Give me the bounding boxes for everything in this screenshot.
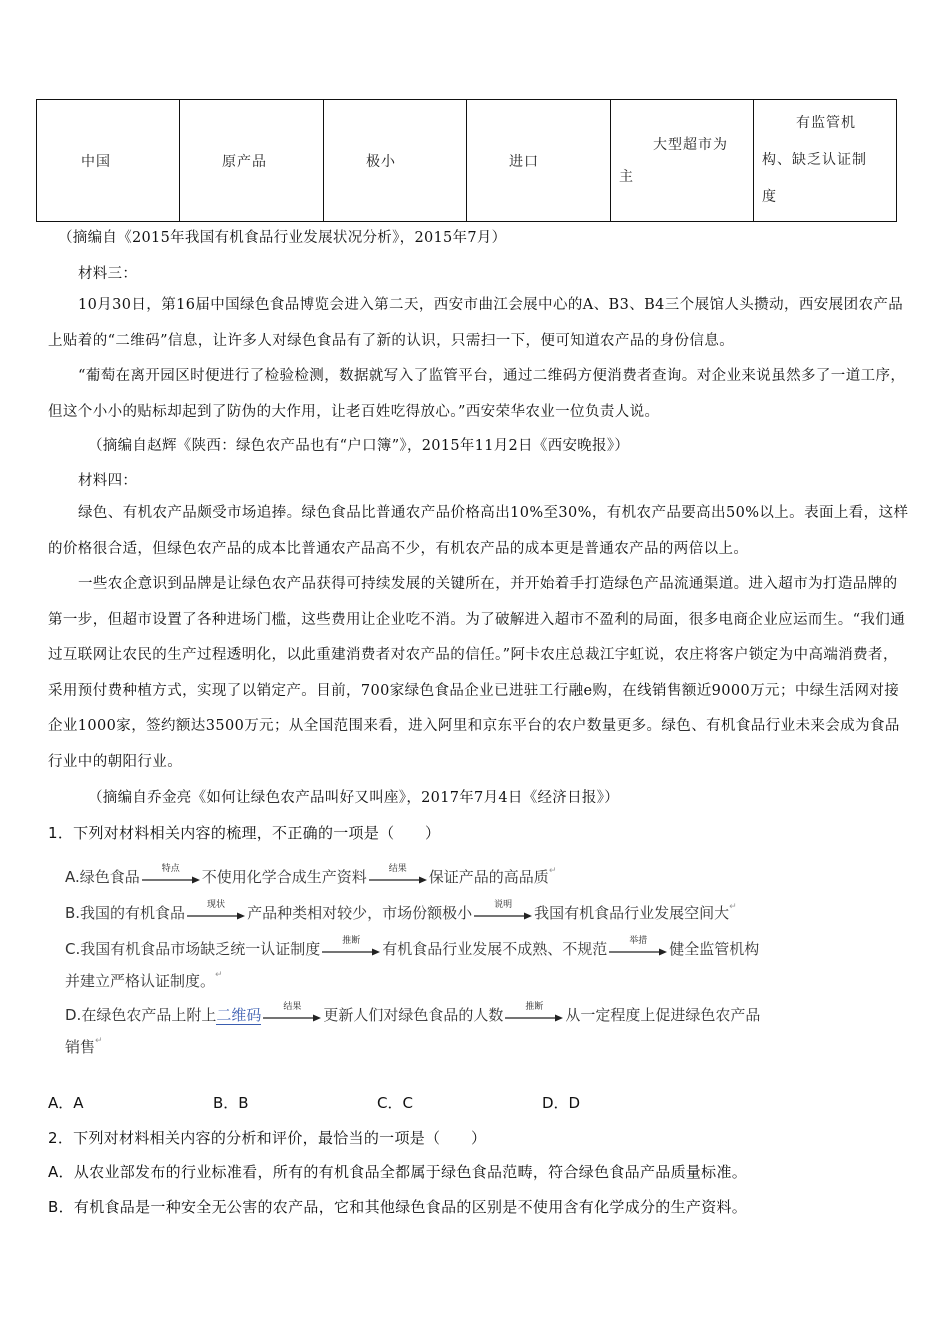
arrow-label: 特点 bbox=[161, 863, 180, 874]
option-text: C.我国有机食品市场缺乏统一认证制度 bbox=[65, 940, 321, 958]
cell-line: 有监管机 bbox=[796, 115, 856, 131]
arrow-label: 说明 bbox=[494, 899, 513, 910]
cell-line: 主 bbox=[619, 168, 634, 185]
cell-line: 度 bbox=[762, 189, 777, 205]
option-text: 保证产品的高品质 bbox=[428, 868, 549, 886]
material3-source: （摘编自赵辉《陕西：绿色农产品也有“户口簿”》，2015年11月2日《西安晚报》） bbox=[88, 438, 630, 454]
material4-paragraph-2: 一些农企意识到品牌是让绿色农产品获得可持续发展的关键所在，并开始着手打造绿色产品流通渠道。进入超市为打造品牌的第一步，但超市设置了各种进场门槛，这些费用让企业吃不消。为了破解进入超市不盈利的局面，很多电商企业应运而生。“我们通过互联网让农民的生产过程透明化，以此重建消费者对农产品的信任。”阿卡农庄总裁江宇虹说，农庄将客户锁定为中高端消费者，采用预付费种植方式，实现了以销定产。目前，700家绿色食品企业已进驻工行融e购，在线销售额近9000万元；中绿生活网对接企业1000家，签约额达3500万元；从全国范围来看，进入阿里和京东平台的农户数量更多。绿色、有机食品行业未来会成为食品行业中的朝阳行业。 bbox=[48, 576, 906, 770]
source-citation-2: （摘编自《2015年我国有机食品行业发展状况分析》，2015年7月） bbox=[58, 230, 507, 246]
arrow-label: 推断 bbox=[342, 935, 361, 946]
option-text: 从一定程度上促进绿色农产品 bbox=[565, 1006, 761, 1024]
option-text: 并建立严格认证制度。 bbox=[65, 972, 216, 990]
return-mark-icon: ↵ bbox=[548, 866, 557, 876]
q1-option-c-cont bbox=[65, 970, 223, 991]
cell-line: 构、缺乏认证制 bbox=[762, 152, 867, 168]
q1-option-c bbox=[65, 935, 760, 959]
arrow-icon bbox=[263, 1001, 321, 1025]
arrow-icon bbox=[187, 899, 245, 923]
q2-option-b[interactable]: B．有机食品是一种安全无公害的农产品，它和其他绿色食品的区别是不使用含有化学成分的生产资料。 bbox=[48, 1198, 748, 1216]
cell-line: 大型超市为 bbox=[653, 136, 728, 153]
arrow-label: 结果 bbox=[388, 863, 407, 874]
option-text: D.在绿色农产品上附上 bbox=[65, 1006, 217, 1024]
q1-answer-a[interactable]: A．A bbox=[48, 1094, 84, 1112]
material4-source: （摘编自乔金亮《如何让绿色农产品叫好又叫座》，2017年7月4日《经济日报》） bbox=[88, 790, 620, 806]
table-cell-regulation bbox=[754, 100, 897, 222]
return-mark-icon: ↵ bbox=[729, 902, 737, 912]
option-text: 销售 bbox=[65, 1038, 96, 1056]
table-cell-source: 进口 bbox=[467, 100, 611, 222]
option-text: 有机食品行业发展不成熟、不规范 bbox=[382, 940, 608, 958]
arrow-icon bbox=[609, 935, 667, 959]
arrow-icon bbox=[505, 1001, 563, 1025]
return-mark-icon: ↵ bbox=[215, 970, 223, 980]
material3-paragraph-2: “葡萄在离开园区时便进行了检验检测，数据就写入了监管平台，通过二维码方便消费者查询。对企业来说虽然多了一道工序，但这个小小的贴标却起到了防伪的大作用，让老百姓吃得放心。”西安荣华农业一位负责人说。 bbox=[48, 368, 906, 420]
arrow-label: 结果 bbox=[283, 1001, 302, 1012]
arrow-icon bbox=[322, 935, 380, 959]
arrow-icon bbox=[142, 863, 200, 887]
q2-option-a[interactable]: A．从农业部发布的行业标准看，所有的有机食品全都属于绿色食品范畴，符合绿色食品产品质量标准。 bbox=[48, 1163, 748, 1181]
arrow-icon bbox=[369, 863, 427, 887]
table-cell-share: 极小 bbox=[324, 100, 467, 222]
table-cell-country: 中国 bbox=[37, 100, 180, 222]
option-text: B.我国的有机食品 bbox=[65, 904, 186, 922]
return-mark-icon: ↵ bbox=[95, 1036, 103, 1046]
q1-option-a bbox=[65, 863, 557, 887]
question-1-stem: 1．下列对材料相关内容的梳理，不正确的一项是（ ） bbox=[48, 824, 441, 842]
q1-option-d bbox=[65, 1001, 761, 1025]
arrow-label: 举措 bbox=[629, 935, 648, 946]
qr-code-term: 二维码 bbox=[216, 1006, 262, 1024]
arrow-label: 推断 bbox=[525, 1001, 544, 1012]
q1-option-d-cont bbox=[65, 1036, 103, 1057]
question-2-stem: 2．下列对材料相关内容的分析和评价，最恰当的一项是（ ） bbox=[48, 1129, 487, 1147]
table-row bbox=[37, 100, 897, 222]
material3-heading: 材料三： bbox=[78, 266, 138, 282]
option-text: 不使用化学合成生产资料 bbox=[201, 868, 367, 886]
material4-heading: 材料四： bbox=[78, 473, 138, 489]
table-cell-channel bbox=[611, 100, 754, 222]
option-text: 我国有机食品行业发展空间大 bbox=[534, 904, 730, 922]
option-text: A.绿色食品 bbox=[65, 868, 140, 886]
option-text: 产品种类相对较少，市场份额极小 bbox=[247, 904, 473, 922]
q1-option-b bbox=[65, 899, 737, 923]
material3-paragraph-1: 10月30日，第16届中国绿色食品博览会进入第二天，西安市曲江会展中心的A、B3、B4三个展馆人头攒动，西安展团农产品上贴着的“二维码”信息，让许多人对绿色食品有了新的认识，只需扫一下，便可知道农产品的身份信息。 bbox=[48, 297, 904, 349]
q1-answer-d[interactable]: D．D bbox=[542, 1094, 581, 1112]
q1-answer-c[interactable]: C．C bbox=[377, 1094, 413, 1112]
material4-paragraph-1: 绿色、有机农产品颇受市场追捧。绿色食品比普通农产品价格高出10%至30%，有机农产品要高出50%以上。表面上看，这样的价格很合适，但绿色农产品的成本比普通农产品高不少，有机农产品的成本更是普通农产品的两倍以上。 bbox=[48, 505, 909, 557]
market-comparison-table bbox=[36, 99, 897, 222]
table-cell-product: 原产品 bbox=[180, 100, 324, 222]
arrow-label: 现状 bbox=[207, 899, 226, 910]
arrow-icon bbox=[474, 899, 532, 923]
q1-answer-b[interactable]: B．B bbox=[213, 1094, 249, 1112]
option-text: 健全监管机构 bbox=[669, 940, 760, 958]
option-text: 更新人们对绿色食品的人数 bbox=[323, 1006, 504, 1024]
